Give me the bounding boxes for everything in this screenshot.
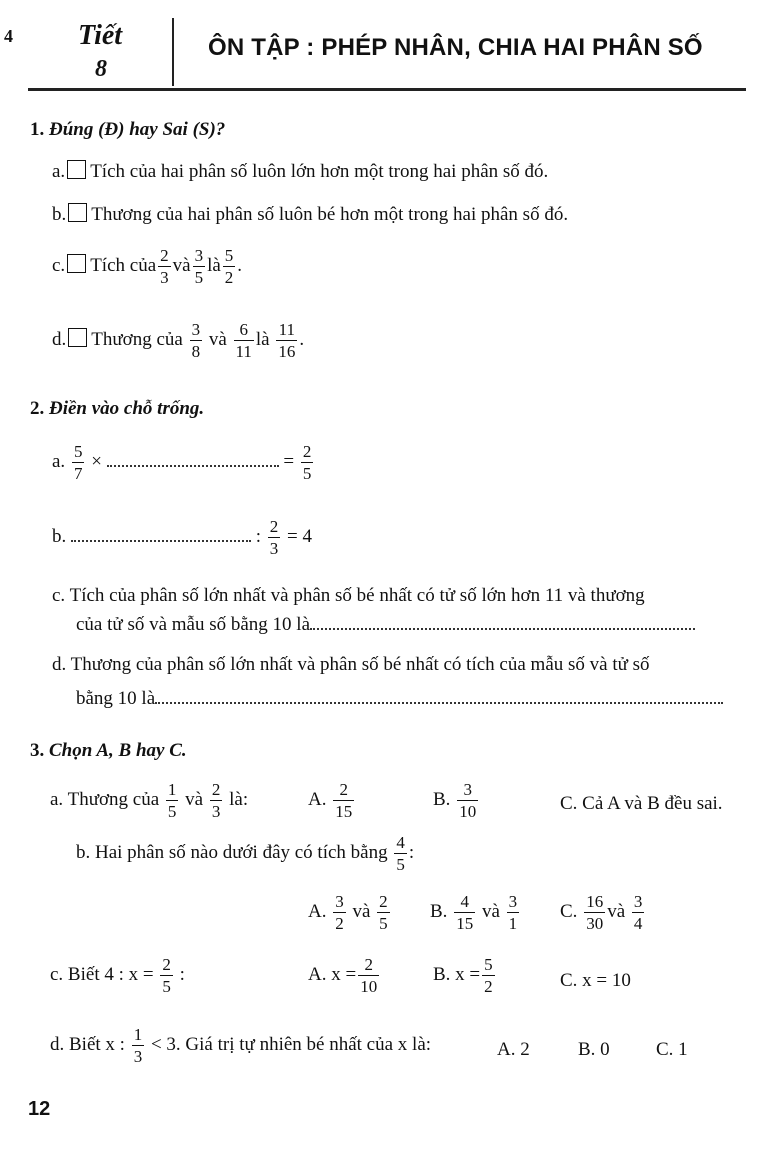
option-3b-C[interactable]: C. $\frac{16}{30}$ và $\frac{3}{4}$ <box>560 892 643 933</box>
section-1-heading <box>30 119 225 141</box>
page-title: ÔN TẬP : PHÉP NHÂN, CHIA HAI PHÂN SỐ <box>208 34 703 61</box>
fraction: $\frac{2}{5}$ <box>302 442 312 483</box>
question-2d-line2: bằng 10 là <box>76 688 723 710</box>
option-3d-C[interactable]: C. 1 <box>656 1039 688 1060</box>
item-label: a. <box>52 451 66 473</box>
fraction: $\frac{3}{10}$ <box>459 780 477 821</box>
fraction: $\frac{2}{5}$ <box>379 892 388 933</box>
fraction: $\frac{1}{3}$ <box>133 1025 143 1066</box>
section-3-heading <box>30 740 187 762</box>
question-1d: d. Thương của $\frac{3}{8}$ và $\frac{6}{11}$ là $\frac{11}{16}$ . <box>52 320 305 361</box>
fraction: $\frac{5}{2}$ <box>224 246 234 287</box>
fraction: $\frac{4}{5}$ <box>396 833 405 874</box>
option-3a-B[interactable]: B. $\frac{3}{10}$ <box>433 780 477 821</box>
question-2c-line2: của tử số và mẫu số bằng 10 là <box>76 614 695 636</box>
question-1a <box>52 160 548 183</box>
option-3a-A[interactable]: A. $\frac{2}{15}$ <box>308 780 353 821</box>
answer-checkbox[interactable] <box>67 160 86 179</box>
answer-checkbox[interactable] <box>68 203 87 222</box>
answer-blank[interactable] <box>71 526 251 542</box>
question-3d: d. Biết x : $\frac{1}{3}$ < 3. Giá trị tự nhiên bé nhất của x là: <box>50 1025 432 1066</box>
question-2c-line1: c. Tích của phân số lớn nhất và phân số bé nhất có tử số lớn hơn 11 và thương <box>52 585 645 606</box>
answer-blank[interactable] <box>310 614 695 630</box>
lesson-label: Tiết <box>78 20 123 51</box>
header-divider <box>172 18 174 86</box>
fraction: $\frac{2}{3}$ <box>269 517 279 558</box>
question-2d-line1: d. Thương của phân số lớn nhất và phân số bé nhất có tích của mẫu số và tử số <box>52 654 650 675</box>
fraction: $\frac{6}{11}$ <box>235 320 252 361</box>
option-3c-C[interactable]: C. x = 10 <box>560 970 631 991</box>
item-text: Tích của hai phân số luôn lớn hơn một trong hai phân số đó. <box>90 161 549 182</box>
fraction: $\frac{16}{30}$ <box>586 892 604 933</box>
item-label: b. <box>52 526 67 548</box>
answer-checkbox[interactable] <box>67 254 86 273</box>
fraction: $\frac{3}{2}$ <box>335 892 344 933</box>
option-3d-A[interactable]: A. 2 <box>497 1039 530 1060</box>
fraction: $\frac{3}{4}$ <box>633 892 643 933</box>
section-2-heading <box>30 398 204 420</box>
question-3a: a. Thương của $\frac{1}{5}$ và $\frac{2}{3}$ là: <box>50 780 249 821</box>
option-3c-B[interactable]: B. x = $\frac{5}{2}$ <box>433 955 493 996</box>
page-number: 12 <box>28 1098 51 1120</box>
item-label: b. <box>52 204 67 225</box>
item-label: c. <box>52 255 66 277</box>
question-2b: b. : $\frac{2}{3}$ = 4 <box>52 517 312 558</box>
answer-blank[interactable] <box>107 451 279 467</box>
answer-checkbox[interactable] <box>68 328 87 347</box>
question-3c: c. Biết 4 : x = $\frac{2}{5}$ : <box>50 955 185 996</box>
fraction: $\frac{11}{16}$ <box>278 320 296 361</box>
fraction: $\frac{2}{5}$ <box>162 955 171 996</box>
question-2a: a. $\frac{5}{7}$ × = $\frac{2}{5}$ <box>52 442 312 483</box>
lesson-number: 8 <box>95 56 107 82</box>
option-3c-A[interactable]: A. x = $\frac{2}{10}$ <box>308 955 378 996</box>
item-text: Thương của hai phân số luôn bé hơn một trong hai phân số đó. <box>91 204 569 225</box>
question-3b: b. Hai phân số nào dưới đây có tích bằng $\frac{4}{5}$ : <box>76 833 415 874</box>
fraction: $\frac{2}{3}$ <box>211 780 221 821</box>
section-number: 1. <box>30 119 45 140</box>
section-title: Đúng (Đ) hay Sai (S)? <box>49 119 226 140</box>
fraction: $\frac{1}{5}$ <box>167 780 177 821</box>
section-number: 3. <box>30 740 45 761</box>
option-3b-B[interactable]: B. $\frac{4}{15}$ và $\frac{3}{1}$ <box>430 892 518 933</box>
item-label: d. <box>52 329 67 351</box>
fraction: $\frac{3}{8}$ <box>191 320 201 361</box>
fraction: $\frac{2}{15}$ <box>335 780 353 821</box>
corner-mark: 4 <box>4 26 13 46</box>
section-title: Điền vào chỗ trống. <box>49 398 205 419</box>
fraction: $\frac{4}{15}$ <box>456 892 474 933</box>
item-label: a. <box>52 161 66 182</box>
fraction: $\frac{3}{5}$ <box>194 246 204 287</box>
section-title: Chọn A, B hay C. <box>49 740 187 761</box>
option-3d-B[interactable]: B. 0 <box>578 1039 610 1060</box>
fraction: $\frac{5}{2}$ <box>484 955 493 996</box>
option-3b-A[interactable]: A. $\frac{3}{2}$ và $\frac{2}{5}$ <box>308 892 388 933</box>
fraction: $\frac{3}{1}$ <box>508 892 518 933</box>
question-1b <box>52 203 568 226</box>
option-3a-C[interactable]: C. Cả A và B đều sai. <box>560 793 723 814</box>
section-number: 2. <box>30 398 45 419</box>
question-1c: c. Tích của $\frac{2}{3}$ và $\frac{3}{5}$ là $\frac{5}{2}$ . <box>52 246 243 287</box>
fraction: $\frac{5}{7}$ <box>73 442 83 483</box>
header-rule <box>28 88 746 91</box>
fraction: $\frac{2}{10}$ <box>360 955 378 996</box>
fraction: $\frac{2}{3}$ <box>160 246 169 287</box>
answer-blank[interactable] <box>155 688 723 704</box>
